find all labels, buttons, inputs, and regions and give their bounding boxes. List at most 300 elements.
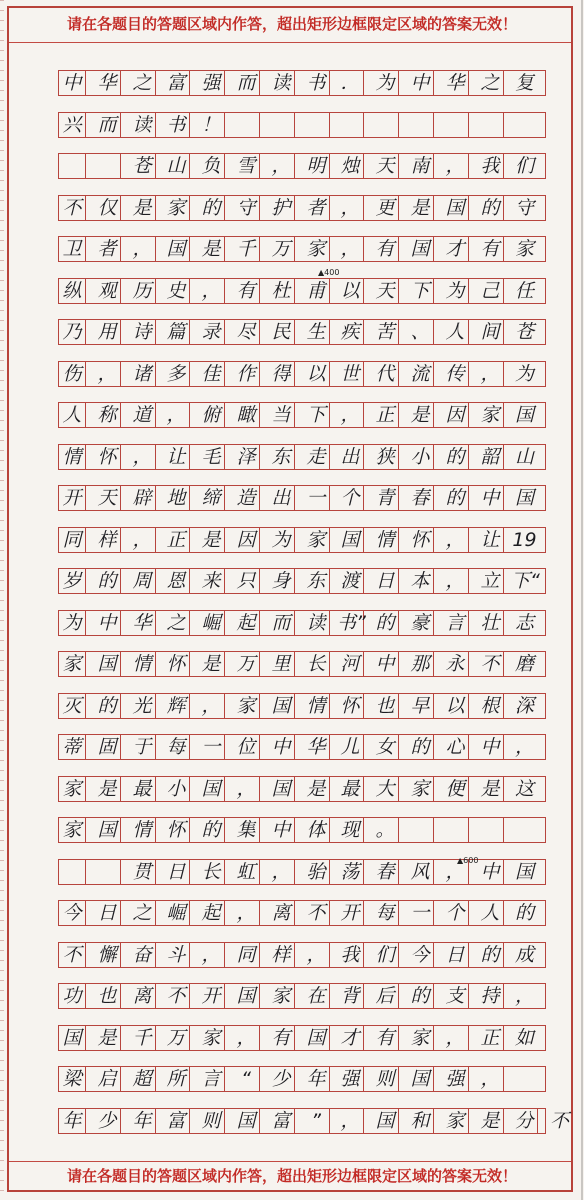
grid-cell: 家 — [233, 694, 260, 718]
grid-cell: 春 — [372, 860, 399, 884]
grid-cell: 而 — [268, 611, 295, 635]
grid-cell: 只 — [233, 569, 260, 593]
grid-cell: 同 — [59, 528, 86, 552]
grid-cell — [59, 860, 86, 884]
grid-cell: ， — [477, 362, 504, 386]
grid-cell: 出 — [268, 486, 295, 510]
grid-cell: 家 — [198, 1026, 225, 1050]
grid-cell: 国 — [514, 404, 534, 426]
grid-cell — [407, 113, 434, 137]
grid-cell: ， — [442, 528, 469, 552]
grid-cell: 起 — [233, 611, 260, 635]
grid-cell: 懈 — [94, 943, 121, 967]
grid-cell — [442, 113, 469, 137]
grid-cell: 下“ — [511, 570, 540, 592]
grid-cell: 离 — [268, 901, 295, 925]
grid-cell: 泽 — [233, 445, 260, 469]
grid-cell: 里 — [268, 652, 295, 676]
bottom-rule — [9, 1161, 571, 1162]
grid-cell — [372, 113, 399, 137]
grid-cell: 华 — [129, 611, 156, 635]
grid-cell: ， — [337, 237, 364, 261]
grid-cell: ， — [198, 279, 225, 303]
grid-cell: 间 — [477, 320, 504, 344]
grid-cell: 千 — [233, 237, 260, 261]
grid-cell: 中 — [268, 818, 295, 842]
grid-row — [58, 236, 546, 262]
grid-cell: 东 — [303, 569, 330, 593]
grid-cell: 年 — [59, 1109, 86, 1133]
grid-cell: 渡 — [337, 569, 364, 593]
grid-cell: 华 — [442, 71, 469, 95]
grid-cell: 一 — [198, 735, 225, 759]
grid-cell: 流 — [407, 362, 434, 386]
grid-cell: 复 — [514, 72, 534, 94]
grid-cell: 书 — [303, 71, 330, 95]
grid-cell: 俯 — [198, 403, 225, 427]
grid-cell: ， — [198, 694, 225, 718]
grid-row — [58, 195, 546, 221]
grid-cell: 少 — [268, 1067, 295, 1091]
grid-cell: 便 — [442, 777, 469, 801]
grid-cell: 日 — [372, 569, 399, 593]
grid-cell: 者 — [94, 237, 121, 261]
grid-cell: 辉 — [163, 694, 190, 718]
grid-cell: 书 — [163, 113, 190, 137]
grid-cell: 用 — [94, 320, 121, 344]
grid-cell: 华 — [94, 71, 121, 95]
grid-cell: 情 — [129, 652, 156, 676]
grid-cell: 家 — [59, 818, 86, 842]
grid-row — [58, 1108, 569, 1134]
grid-cell: 人 — [477, 901, 504, 925]
grid-cell — [511, 818, 538, 842]
grid-cell: ， — [233, 901, 260, 925]
grid-cell — [268, 113, 295, 137]
grid-cell: 今 — [59, 901, 86, 925]
grid-cell: 天 — [94, 486, 121, 510]
grid-cell: 每 — [163, 735, 190, 759]
grid-cell: 家 — [59, 777, 86, 801]
grid-cell: 诗 — [129, 320, 156, 344]
grid-cell: 天 — [372, 279, 399, 303]
grid-cell: 起 — [198, 901, 225, 925]
grid-cell: 家 — [59, 652, 86, 676]
grid-cell — [94, 860, 121, 884]
grid-cell: 言 — [442, 611, 469, 635]
grid-cell: 国 — [163, 237, 190, 261]
grid-cell: 己 — [477, 279, 504, 303]
grid-cell: 也 — [372, 694, 399, 718]
grid-cell: 那 — [407, 652, 434, 676]
grid-cell: ， — [442, 154, 469, 178]
grid-cell: 的 — [477, 943, 504, 967]
grid-cell: 纵 — [59, 279, 86, 303]
grid-cell: 恩 — [163, 569, 190, 593]
grid-cell: 少 — [94, 1109, 121, 1133]
grid-cell: 。 — [372, 818, 399, 842]
grid-cell: 的 — [198, 196, 225, 220]
grid-cell: 下 — [303, 403, 330, 427]
grid-cell: 国 — [94, 652, 121, 676]
grid-cell: 灭 — [59, 694, 86, 718]
grid-cell: 个 — [337, 486, 364, 510]
grid-cell: 篇 — [163, 320, 190, 344]
grid-cell: ， — [268, 154, 295, 178]
grid-cell: 则 — [372, 1067, 399, 1091]
grid-cell: 录 — [198, 320, 225, 344]
grid-row — [58, 610, 546, 636]
grid-cell: 佳 — [198, 362, 225, 386]
grid-cell: 怀 — [337, 694, 364, 718]
grid-cell: 个 — [442, 901, 469, 925]
grid-cell: 日 — [163, 860, 190, 884]
grid-cell: 不 — [303, 901, 330, 925]
grid-cell: 瞰 — [233, 403, 260, 427]
grid-cell: 以 — [337, 279, 364, 303]
grid-cell: 富 — [268, 1109, 295, 1133]
grid-cell: 为 — [59, 611, 86, 635]
grid-cell: 集 — [233, 818, 260, 842]
grid-cell: 中 — [477, 735, 504, 759]
top-rule — [9, 42, 571, 43]
grid-cell: 的 — [407, 984, 434, 1008]
grid-cell: ， — [514, 736, 534, 758]
grid-cell: 国 — [514, 487, 534, 509]
grid-cell: 国 — [407, 237, 434, 261]
grid-cell: ， — [337, 403, 364, 427]
grid-cell: 荡 — [337, 860, 364, 884]
grid-cell: 一 — [303, 486, 330, 510]
answer-frame — [7, 6, 573, 1192]
grid-cell: 国 — [268, 694, 295, 718]
grid-cell: 有 — [477, 237, 504, 261]
grid-cell: 心 — [442, 735, 469, 759]
grid-row — [58, 900, 546, 926]
grid-cell: 之 — [129, 71, 156, 95]
grid-cell: 这 — [514, 778, 534, 800]
grid-cell: 称 — [94, 403, 121, 427]
grid-cell: 的 — [94, 569, 121, 593]
grid-cell: 不 — [549, 1110, 569, 1132]
grid-row — [58, 278, 546, 304]
grid-cell: 为 — [372, 71, 399, 95]
grid-cell: 国 — [233, 984, 260, 1008]
grid-cell: 尽 — [233, 320, 260, 344]
grid-cell: 春 — [407, 486, 434, 510]
grid-cell: 以 — [442, 694, 469, 718]
grid-cell: 韶 — [477, 445, 504, 469]
grid-cell: 守 — [514, 197, 534, 219]
grid-cell: 我 — [337, 943, 364, 967]
grid-cell: 生 — [303, 320, 330, 344]
grid-cell: 才 — [337, 1026, 364, 1050]
grid-cell: 也 — [94, 984, 121, 1008]
grid-cell: 成 — [514, 944, 534, 966]
grid-cell: 的 — [442, 445, 469, 469]
grid-cell: ， — [442, 860, 469, 884]
grid-cell: 富 — [163, 1109, 190, 1133]
word-count-marker: ▲600 — [457, 856, 479, 865]
grid-cell: 是 — [407, 403, 434, 427]
grid-cell: 身 — [268, 569, 295, 593]
grid-cell: 情 — [129, 818, 156, 842]
grid-cell: 辟 — [129, 486, 156, 510]
grid-row — [58, 402, 546, 428]
grid-cell: 而 — [94, 113, 121, 137]
grid-cell: 是 — [94, 1026, 121, 1050]
right-margin-line — [581, 0, 583, 1200]
grid-cell: 烛 — [337, 154, 364, 178]
grid-cell: 奋 — [129, 943, 156, 967]
grid-cell: 青 — [372, 486, 399, 510]
grid-cell: 缔 — [198, 486, 225, 510]
grid-cell: 壮 — [477, 611, 504, 635]
grid-cell: 读 — [129, 113, 156, 137]
grid-cell: ． — [337, 71, 364, 95]
grid-cell: 启 — [94, 1067, 121, 1091]
grid-cell: 出 — [337, 445, 364, 469]
grid-cell — [303, 113, 330, 137]
grid-row — [58, 776, 546, 802]
grid-cell — [94, 154, 121, 178]
grid-cell: 深 — [514, 695, 534, 717]
grid-cell — [477, 113, 504, 137]
grid-cell: 于 — [129, 735, 156, 759]
grid-cell: 卫 — [59, 237, 86, 261]
grid-cell: 强 — [198, 71, 225, 95]
grid-cell: 国 — [268, 777, 295, 801]
grid-cell: 蒂 — [59, 735, 86, 759]
grid-cell — [511, 1067, 538, 1091]
grid-cell: 中 — [59, 71, 86, 95]
grid-cell: 和 — [407, 1109, 434, 1133]
grid-cell: 根 — [477, 694, 504, 718]
grid-cell: 强 — [337, 1067, 364, 1091]
grid-cell: 的 — [514, 902, 534, 924]
grid-cell: 背 — [337, 984, 364, 1008]
bottom-notice: 请在各题目的答题区域内作答，超出矩形边框限定区域的答案无效！ — [66, 1167, 517, 1185]
grid-cell: ” — [303, 1109, 330, 1133]
grid-cell: 走 — [303, 445, 330, 469]
grid-cell: 东 — [268, 445, 295, 469]
grid-cell: 是 — [303, 777, 330, 801]
grid-cell: 如 — [514, 1027, 534, 1049]
grid-cell: 开 — [337, 901, 364, 925]
grid-cell: 情 — [59, 445, 86, 469]
grid-cell: 民 — [268, 320, 295, 344]
grid-cell: ， — [442, 569, 469, 593]
grid-cell: 梁 — [59, 1067, 86, 1091]
grid-cell: 骀 — [303, 860, 330, 884]
grid-cell: 怀 — [163, 652, 190, 676]
grid-cell: 来 — [198, 569, 225, 593]
grid-cell: 不 — [59, 943, 86, 967]
grid-cell: 固 — [94, 735, 121, 759]
grid-cell: 日 — [94, 901, 121, 925]
grid-cell: 女 — [372, 735, 399, 759]
grid-cell: 的 — [477, 196, 504, 220]
grid-cell: ， — [129, 528, 156, 552]
grid-cell: 家 — [407, 1026, 434, 1050]
grid-cell: 观 — [94, 279, 121, 303]
grid-cell: 苦 — [372, 320, 399, 344]
grid-row — [58, 734, 546, 760]
grid-cell — [337, 113, 364, 137]
grid-cell: 毛 — [198, 445, 225, 469]
grid-cell: 负 — [198, 154, 225, 178]
grid-cell: 现 — [337, 818, 364, 842]
grid-row — [58, 1066, 546, 1092]
grid-row — [58, 527, 546, 553]
grid-cell: 是 — [477, 1109, 504, 1133]
grid-cell: 以 — [303, 362, 330, 386]
grid-cell: 有 — [233, 279, 260, 303]
grid-row — [58, 983, 546, 1009]
grid-cell: 国 — [94, 818, 121, 842]
grid-cell: 开 — [198, 984, 225, 1008]
grid-cell: 的 — [94, 694, 121, 718]
grid-cell: 人 — [59, 403, 86, 427]
grid-cell: ， — [337, 1109, 364, 1133]
word-count-marker: ▲400 — [318, 268, 340, 277]
grid-cell: 有 — [372, 1026, 399, 1050]
grid-cell: ， — [198, 943, 225, 967]
grid-cell: 国 — [198, 777, 225, 801]
grid-cell: ， — [163, 403, 190, 427]
grid-cell: 今 — [407, 943, 434, 967]
grid-cell: 疾 — [337, 320, 364, 344]
grid-cell: 小 — [407, 445, 434, 469]
grid-cell: ， — [337, 196, 364, 220]
grid-cell: 家 — [407, 777, 434, 801]
grid-cell: 中 — [372, 652, 399, 676]
grid-cell: 代 — [372, 362, 399, 386]
grid-cell: 雪 — [233, 154, 260, 178]
grid-cell: 位 — [233, 735, 260, 759]
grid-row — [58, 651, 546, 677]
grid-cell: 千 — [129, 1026, 156, 1050]
grid-cell: 而 — [233, 71, 260, 95]
grid-cell: 国 — [233, 1109, 260, 1133]
grid-cell: 言 — [198, 1067, 225, 1091]
grid-cell: 下 — [407, 279, 434, 303]
grid-cell: 甫 — [303, 279, 330, 303]
grid-cell: 最 — [337, 777, 364, 801]
grid-cell: 是 — [129, 196, 156, 220]
grid-cell: 正 — [477, 1026, 504, 1050]
grid-cell: 之 — [129, 901, 156, 925]
grid-cell: 历 — [129, 279, 156, 303]
grid-cell: 是 — [198, 652, 225, 676]
grid-cell: 家 — [303, 237, 330, 261]
grid-row — [58, 361, 546, 387]
grid-row — [58, 942, 546, 968]
grid-cell: 是 — [407, 196, 434, 220]
grid-cell: 的 — [198, 818, 225, 842]
grid-cell: 让 — [477, 528, 504, 552]
grid-cell: 一 — [407, 901, 434, 925]
grid-cell: 任 — [514, 280, 534, 302]
grid-cell: 风 — [407, 860, 434, 884]
grid-cell: 样 — [94, 528, 121, 552]
grid-cell: ， — [129, 445, 156, 469]
grid-cell: ！ — [198, 113, 225, 137]
grid-row — [58, 693, 546, 719]
grid-cell: 怀 — [163, 818, 190, 842]
grid-cell: 为 — [268, 528, 295, 552]
grid-cell: ， — [233, 777, 260, 801]
grid-cell: 家 — [477, 403, 504, 427]
grid-cell: 读 — [303, 611, 330, 635]
grid-cell: 中 — [268, 735, 295, 759]
grid-cell: 不 — [59, 196, 86, 220]
grid-cell: 超 — [129, 1067, 156, 1091]
grid-cell: 南 — [407, 154, 434, 178]
grid-row — [58, 485, 546, 511]
grid-cell: 我 — [477, 154, 504, 178]
grid-cell: 年 — [303, 1067, 330, 1091]
grid-cell: 苍 — [514, 321, 534, 343]
grid-cell: 则 — [198, 1109, 225, 1133]
grid-cell — [59, 154, 86, 178]
grid-cell: 豪 — [407, 611, 434, 635]
grid-cell: 光 — [129, 694, 156, 718]
grid-cell: 伤 — [59, 362, 86, 386]
grid-cell: 崛 — [198, 611, 225, 635]
grid-row — [58, 112, 546, 138]
grid-cell — [233, 113, 260, 137]
grid-cell: 国 — [372, 1109, 399, 1133]
grid-cell: 本 — [407, 569, 434, 593]
grid-cell: 年 — [129, 1109, 156, 1133]
grid-cell: 更 — [372, 196, 399, 220]
grid-cell: 不 — [163, 984, 190, 1008]
grid-cell: 读 — [268, 71, 295, 95]
grid-cell: 多 — [163, 362, 190, 386]
grid-cell: 支 — [442, 984, 469, 1008]
grid-cell: ， — [233, 1026, 260, 1050]
grid-cell: 国 — [303, 1026, 330, 1050]
grid-cell: 乃 — [59, 320, 86, 344]
grid-cell: 正 — [163, 528, 190, 552]
grid-cell: 小 — [163, 777, 190, 801]
grid-cell: 因 — [233, 528, 260, 552]
grid-cell: 仅 — [94, 196, 121, 220]
grid-cell: 离 — [129, 984, 156, 1008]
grid-cell: 不 — [477, 652, 504, 676]
grid-cell: 的 — [442, 486, 469, 510]
grid-cell: ， — [94, 362, 121, 386]
grid-cell: 道 — [129, 403, 156, 427]
grid-cell: 是 — [198, 528, 225, 552]
grid-cell: 为 — [514, 363, 534, 385]
grid-cell: 周 — [129, 569, 156, 593]
grid-cell: 所 — [163, 1067, 190, 1091]
grid-cell: 早 — [407, 694, 434, 718]
grid-cell: ， — [514, 985, 534, 1007]
grid-cell: 为 — [442, 279, 469, 303]
grid-cell: 万 — [268, 237, 295, 261]
grid-row — [58, 817, 546, 843]
grid-cell — [511, 113, 538, 137]
grid-cell: 情 — [303, 694, 330, 718]
grid-row — [58, 153, 546, 179]
grid-cell: 狭 — [372, 445, 399, 469]
grid-cell: 当 — [268, 403, 295, 427]
grid-cell: 家 — [442, 1109, 469, 1133]
grid-cell: 地 — [163, 486, 190, 510]
